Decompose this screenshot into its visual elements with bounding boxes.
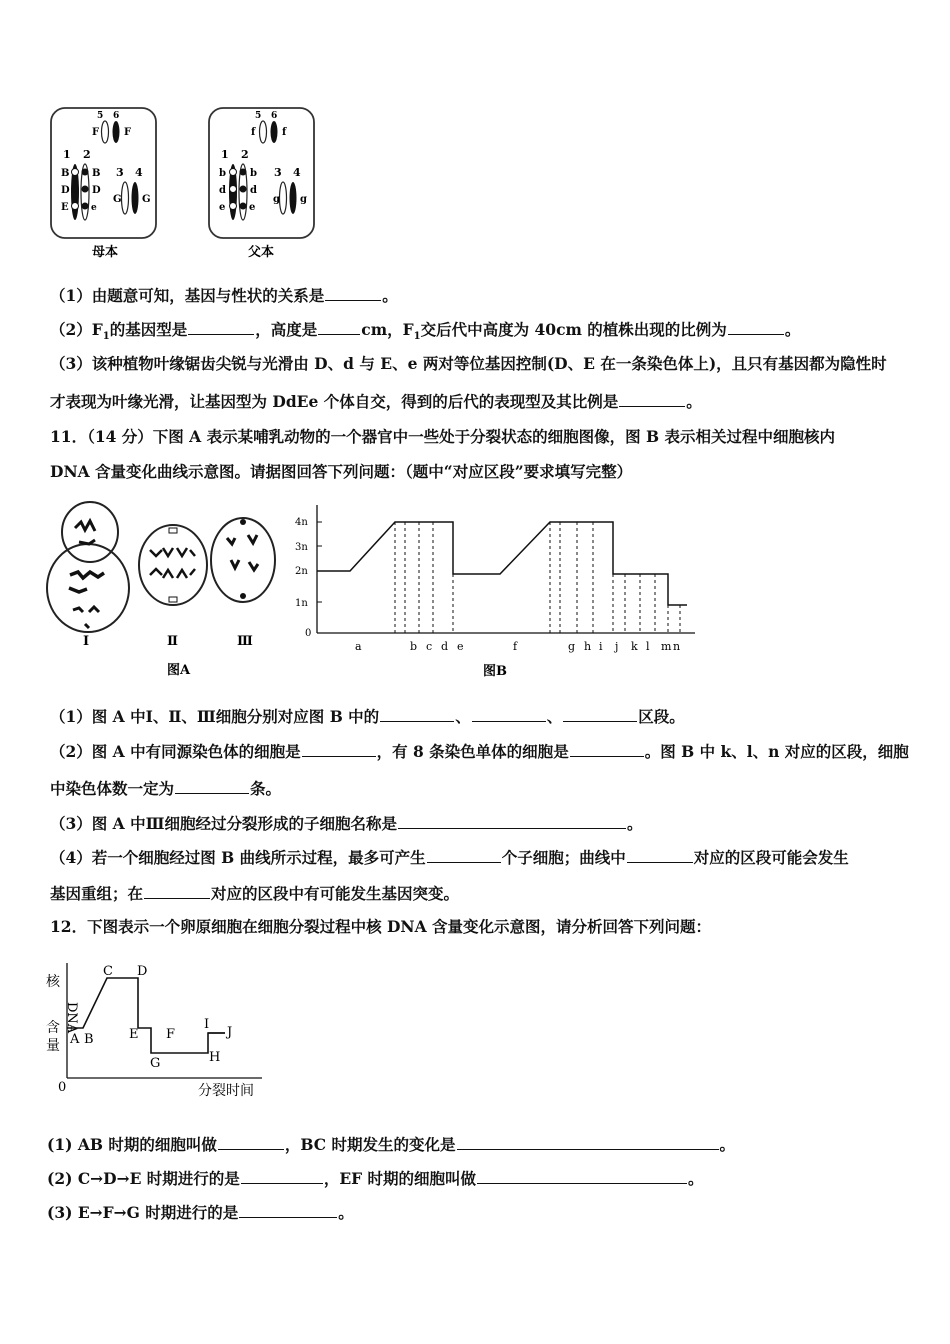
- q12-point-G: G: [150, 1056, 161, 1071]
- figure-b-xlabel-e: e: [457, 640, 464, 653]
- q11-p1-end: 区段。: [638, 707, 685, 726]
- q10-part2: [50, 318, 800, 348]
- father-caption: 父本: [248, 245, 275, 260]
- figure-b-ytick-2n: 2n: [295, 566, 308, 577]
- svg-text:DNA: DNA: [64, 1002, 79, 1034]
- mother-gene-B1: B: [61, 168, 70, 179]
- q12-point-B: B: [84, 1032, 94, 1047]
- figure-b-dashed-guides: [395, 522, 680, 633]
- mother-chrom-4: 4: [135, 166, 143, 179]
- q12-p1-a: (1) AB 时期的细胞叫做: [47, 1135, 217, 1154]
- answer-blank[interactable]: [427, 846, 501, 863]
- father-gene-d1: d: [219, 185, 226, 196]
- mother-gene-D1: D: [61, 185, 70, 196]
- q12-p1-b: ，BC 时期发生的变化是: [284, 1135, 456, 1154]
- q10-part3-line1: （3）该种植物叶缘锯齿尖锐与光滑由 D、d 与 E、e 两对等位基因控制(D、E 在一条染色体上)，且只有基因都为隐性时: [50, 354, 887, 373]
- mother-gene-B2: B: [92, 168, 101, 179]
- q11-p1-text: （1）图 A 中Ⅰ、Ⅱ、Ⅲ细胞分别对应图 B 中的: [50, 707, 380, 726]
- answer-blank[interactable]: [318, 318, 360, 335]
- figure-b-xlabel-j: j: [615, 640, 619, 653]
- q10-part3-line2: [50, 390, 702, 413]
- svg-text:核: 核: [46, 974, 60, 990]
- mother-gene-G2: G: [142, 194, 151, 205]
- q11-part3: [50, 812, 643, 835]
- q12-x-label: 分裂时间: [198, 1083, 254, 1099]
- q12-p2-b: ，EF 时期的细胞叫做: [323, 1169, 477, 1188]
- q11-p2-c: 。图 B 中 k、l、n 对应的区段，细胞: [644, 742, 909, 761]
- q10-p2-b: 的基因型是: [109, 320, 188, 339]
- q12-point-D: D: [137, 964, 148, 979]
- figure-b-xlabel-a: a: [355, 640, 362, 653]
- answer-blank[interactable]: [380, 705, 454, 722]
- answer-blank[interactable]: [570, 740, 644, 757]
- father-chrom-1: 1: [221, 148, 229, 161]
- figure-b-xlabel-n: n: [673, 640, 681, 653]
- separator: 、: [546, 707, 563, 726]
- q10-p2-e: 交后代中高度为 40cm 的植株出现的比例为: [420, 320, 727, 339]
- figure-b-xlabel-h: h: [584, 640, 592, 653]
- answer-blank[interactable]: [627, 846, 693, 863]
- q11-p2-b: ，有 8 条染色单体的细胞是: [376, 742, 569, 761]
- figure-b-dna-chart: [295, 505, 700, 680]
- figure-a-label-2: Ⅱ: [167, 634, 178, 649]
- father-gene-b1: b: [219, 168, 226, 179]
- figure-b-ytick-1n: 1n: [295, 598, 308, 609]
- answer-blank[interactable]: [302, 740, 376, 757]
- q10-p2-c: ，高度是: [255, 320, 318, 339]
- q12-p2-c: 。: [688, 1169, 704, 1188]
- q11-p4-c: 对应的区段可能会发生: [693, 848, 849, 867]
- figure-b-curve: [317, 522, 687, 605]
- father-chrom-6: 6: [271, 111, 278, 121]
- q10-p2-d: cm，F: [361, 320, 414, 339]
- father-gene-b2: b: [250, 168, 257, 179]
- q10-p1-end: 。: [382, 286, 398, 305]
- answer-blank[interactable]: [563, 705, 637, 722]
- q11-part1: [50, 705, 685, 728]
- answer-blank[interactable]: [398, 812, 626, 829]
- father-gene-g1: g: [273, 194, 280, 205]
- figure-b-xlabel-k: k: [631, 640, 638, 653]
- q11-p3-end: 。: [626, 814, 643, 833]
- cell-2: [139, 525, 207, 649]
- q11-p4-line2-a: 基因重组；在: [50, 884, 144, 903]
- q11-p4-a: （4）若一个细胞经过图 B 曲线所示过程，最多可产生: [50, 848, 426, 867]
- answer-blank[interactable]: [218, 1133, 284, 1150]
- mother-chrom-3: 3: [116, 166, 124, 179]
- mother-chrom-1: 1: [63, 148, 71, 161]
- q12-part3: [47, 1201, 354, 1224]
- svg-text:量: 量: [46, 1038, 60, 1054]
- q11-part4-line1: [50, 846, 849, 869]
- q11-p3-text: （3）图 A 中Ⅲ细胞经过分裂形成的子细胞名称是: [50, 814, 397, 833]
- q12-origin: 0: [58, 1080, 67, 1095]
- q12-dna-chart: [40, 958, 280, 1103]
- mother-gene-D2: D: [92, 185, 101, 196]
- answer-blank[interactable]: [239, 1201, 337, 1218]
- figure-b-xlabel-f: f: [513, 640, 518, 653]
- q11-p4-b: 个子细胞；曲线中: [501, 848, 626, 867]
- q11-part2-line2: [50, 777, 281, 800]
- father-chrom-5: 5: [255, 111, 262, 121]
- figure-b-ytick-4n: 4n: [295, 517, 308, 528]
- father-gene-f1: f: [251, 127, 256, 138]
- answer-blank[interactable]: [144, 882, 210, 899]
- svg-text:含: 含: [46, 1020, 60, 1036]
- q10-part1: [50, 284, 398, 307]
- answer-blank[interactable]: [175, 777, 249, 794]
- parents-chromosome-figure: [45, 102, 335, 262]
- figure-a-cells: [45, 500, 285, 680]
- q10-p2-sub2: 1: [413, 331, 421, 343]
- figure-b-xlabel-c: c: [426, 640, 433, 653]
- answer-blank[interactable]: [619, 390, 685, 407]
- father-gene-d2: d: [250, 185, 257, 196]
- figure-b-xlabel-i: i: [599, 640, 603, 653]
- mother-cell: [51, 108, 156, 260]
- q11-heading-line1: 11．（14 分）下图 A 表示某哺乳动物的一个器官中一些处于分裂状态的细胞图像，图 B 表示相关过程中细胞核内: [50, 427, 836, 446]
- q12-p3-b: 。: [338, 1203, 354, 1222]
- q11-p2-line2-text: 中染色体数一定为: [50, 779, 175, 798]
- q12-point-I: I: [204, 1017, 210, 1032]
- figure-b-xlabel-d: d: [441, 640, 449, 653]
- q11-p2-end: 条。: [250, 779, 282, 798]
- mother-chrom-5: 5: [97, 111, 104, 121]
- mother-gene-G1: G: [113, 194, 122, 205]
- father-gene-g2: g: [300, 194, 307, 205]
- answer-blank[interactable]: [728, 318, 784, 335]
- q12-point-A: A: [70, 1032, 80, 1047]
- father-gene-e2: e: [249, 202, 256, 213]
- father-chrom-4: 4: [293, 166, 301, 179]
- answer-blank[interactable]: [472, 705, 546, 722]
- q11-part2-line1: [50, 740, 909, 763]
- mother-gene-E: E: [61, 202, 69, 213]
- figure-b-ytick-3n: 3n: [295, 542, 308, 553]
- q11-p2-a: （2）图 A 中有同源染色体的细胞是: [50, 742, 301, 761]
- separator: 、: [455, 707, 471, 726]
- q12-p2-a: (2) C→D→E 时期进行的是: [47, 1169, 240, 1188]
- q11-heading-line2: DNA 含量变化曲线示意图。请据图回答下列问题：（题中“对应区段”要求填写完整）: [50, 462, 633, 481]
- figure-b-xlabel-g: g: [568, 640, 576, 653]
- cell-3: [211, 518, 275, 649]
- q12-p3-a: (3) E→F→G 时期进行的是: [47, 1203, 239, 1222]
- q10-p3-line2-text: 才表现为叶缘光滑，让基因型为 DdEe 个体自交，得到的后代的表现型及其比例是: [50, 392, 619, 411]
- q10-p2-a: （2）F: [50, 320, 103, 339]
- figure-b-xlabel-l: l: [646, 640, 650, 653]
- mother-gene-F2: F: [124, 127, 132, 138]
- q12-point-C: C: [103, 964, 113, 979]
- figure-a-label-3: Ⅲ: [237, 634, 253, 649]
- q12-part2: [47, 1167, 704, 1190]
- mother-caption: 母本: [92, 245, 119, 260]
- mother-gene-e: e: [91, 203, 97, 213]
- cell-1: [47, 502, 129, 649]
- father-cell: [209, 108, 314, 260]
- figure-b-xlabel-b: b: [410, 640, 418, 653]
- figure-b-xlabel-m: m: [661, 640, 672, 653]
- answer-blank[interactable]: [457, 1133, 719, 1150]
- figure-b-caption: 图B: [483, 664, 507, 679]
- figure-b-x-labels: [355, 640, 680, 653]
- q10-p3-end: 。: [686, 392, 702, 411]
- q12-p1-c: 。: [719, 1135, 736, 1154]
- q10-p2-f: 。: [784, 320, 801, 339]
- father-gene-f2: f: [282, 127, 287, 138]
- q11-part4-line2: [50, 882, 459, 905]
- father-gene-e1: e: [219, 202, 226, 213]
- answer-blank[interactable]: [241, 1167, 323, 1184]
- figure-a-label-1: Ⅰ: [83, 634, 90, 649]
- answer-blank[interactable]: [325, 284, 381, 301]
- q12-point-H: H: [209, 1050, 221, 1065]
- mother-gene-F1: F: [92, 127, 100, 138]
- father-chrom-2: 2: [241, 148, 249, 161]
- father-chrom-3: 3: [274, 166, 282, 179]
- q12-point-F: F: [166, 1027, 176, 1042]
- figure-a-caption: 图A: [167, 663, 191, 678]
- q10-p1-text: （1）由题意可知，基因与性状的关系是: [50, 286, 325, 305]
- answer-blank[interactable]: [188, 318, 254, 335]
- q12-point-J: J: [227, 1025, 233, 1040]
- figure-b-ytick-0: 0: [305, 628, 312, 639]
- mother-chrom-2: 2: [83, 148, 91, 161]
- mother-chrom-6: 6: [113, 111, 120, 121]
- q12-heading: 12．下图表示一个卵原细胞在细胞分裂过程中核 DNA 含量变化示意图，请分析回答下列问题：: [50, 917, 712, 936]
- answer-blank[interactable]: [477, 1167, 687, 1184]
- q12-point-E: E: [129, 1027, 139, 1042]
- q11-p4-line2-b: 对应的区段中有可能发生基因突变。: [211, 884, 460, 903]
- q10-p2-sub: 1: [102, 331, 110, 343]
- q12-part1: [47, 1133, 735, 1156]
